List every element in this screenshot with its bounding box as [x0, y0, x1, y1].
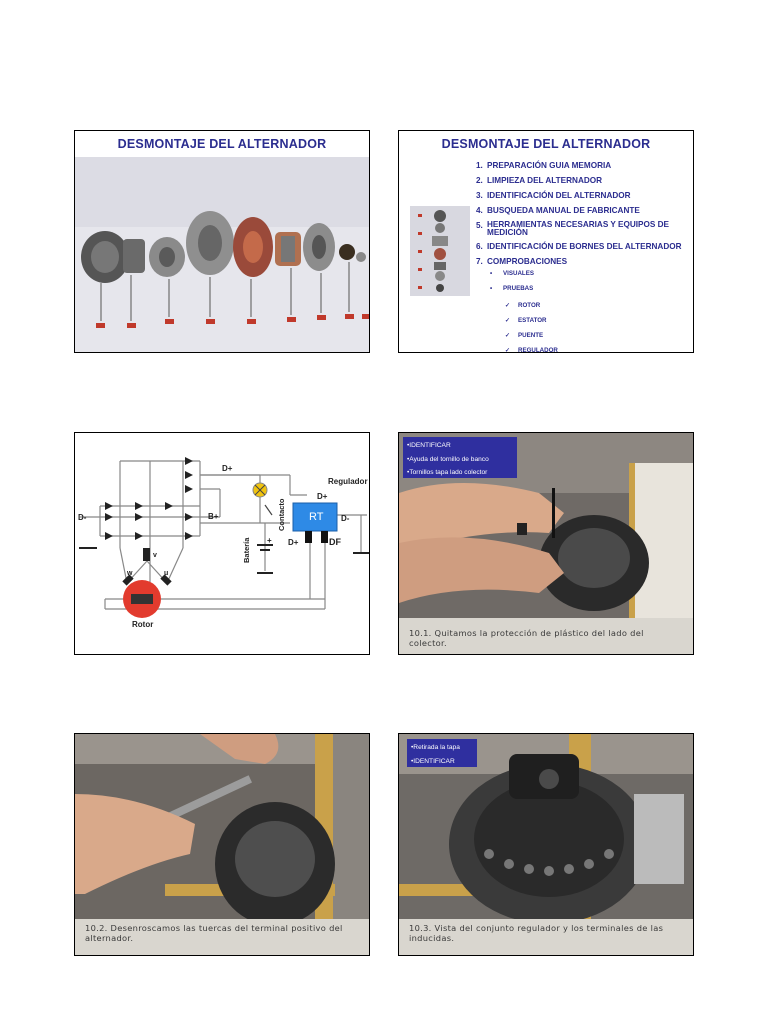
photo-caption: 10.1. Quitamos la protección de plástico del lado del colector.	[399, 618, 693, 654]
notes-box	[403, 437, 517, 478]
label-d-plus-bottom: D+	[288, 538, 299, 547]
label-rotor: Rotor	[132, 620, 154, 629]
label-rt: RT	[309, 511, 324, 523]
check-item: ✓ PUENTE	[505, 332, 544, 339]
label-w: w	[127, 570, 133, 577]
note-line: •IDENTIFICAR	[407, 442, 451, 449]
slide-exploded-view	[74, 130, 370, 353]
label-d-minus-regulator: D-	[341, 514, 350, 523]
photo-caption: 10.2. Desenroscamos las tuercas del terminal positivo del alternador.	[75, 919, 369, 955]
sub-item: • PRUEBAS	[490, 285, 534, 292]
label-contacto: Contacto	[277, 498, 286, 531]
label-b-plus: B+	[208, 512, 219, 521]
list-item: 2. LIMPIEZA DEL ALTERNADOR	[476, 176, 603, 185]
slide-photo-1	[398, 432, 694, 655]
note-line: •Ayuda del tornillo de banco	[407, 455, 489, 463]
slide-title: DESMONTAJE DEL ALTERNADOR	[441, 137, 651, 151]
list-item: 4. BUSQUEDA MANUAL DE FABRICANTE	[476, 206, 640, 215]
label-regulador: Regulador	[328, 477, 368, 486]
sub-item: • VISUALES	[490, 270, 534, 277]
check-item: ✓ ROTOR	[505, 302, 541, 309]
photo-caption: 10.3. Vista del conjunto regulador y los terminales de las inducidas.	[399, 919, 693, 955]
label-v: v	[153, 552, 157, 559]
label-df: DF	[329, 537, 341, 547]
label-u: u	[164, 570, 169, 577]
list-item: 7. COMPROBACIONES • VISUALES • PRUEBAS ✓ ROTOR ✓ ESTATOR ✓ PUENTE ✓ REGULADOR	[476, 257, 689, 353]
alternator-parts-thumbnail	[410, 206, 470, 296]
note-line: •Retirada la tapa	[411, 744, 460, 751]
label-d-plus-top: D+	[222, 464, 233, 473]
list-item: 1. PREPARACIÓN GUIA MEMORIA	[476, 161, 612, 170]
steps-list	[476, 161, 689, 353]
slide-index	[398, 130, 694, 353]
note-line: •Tornillos tapa lado colector	[407, 469, 488, 476]
notes-box	[407, 739, 477, 767]
note-line: •IDENTIFICAR	[411, 757, 455, 765]
list-item: 5. HERRAMIENTAS NECESARIAS Y EQUIPOS DE MEDICIÓN	[476, 220, 669, 237]
alternator-circuit-diagram	[75, 433, 369, 654]
list-item: 6. IDENTIFICACIÓN DE BORNES DEL ALTERNADOR	[476, 242, 682, 251]
check-item: ✓ REGULADOR	[505, 347, 558, 353]
label-d-plus-regulator: D+	[317, 492, 328, 501]
label-plus: +	[267, 536, 272, 545]
check-item: ✓ ESTATOR	[505, 317, 547, 324]
list-item: 3. IDENTIFICACIÓN DEL ALTERNADOR	[476, 191, 631, 200]
slide-title: DESMONTAJE DEL ALTERNADOR	[117, 137, 327, 151]
exploded-alternator-photo	[75, 157, 369, 352]
slide-photo-3	[398, 733, 694, 956]
slide-photo-2	[74, 733, 370, 956]
slide-circuit	[74, 432, 370, 655]
label-bateria: Batería	[242, 537, 251, 563]
label-d-minus-left: D-	[78, 513, 87, 522]
